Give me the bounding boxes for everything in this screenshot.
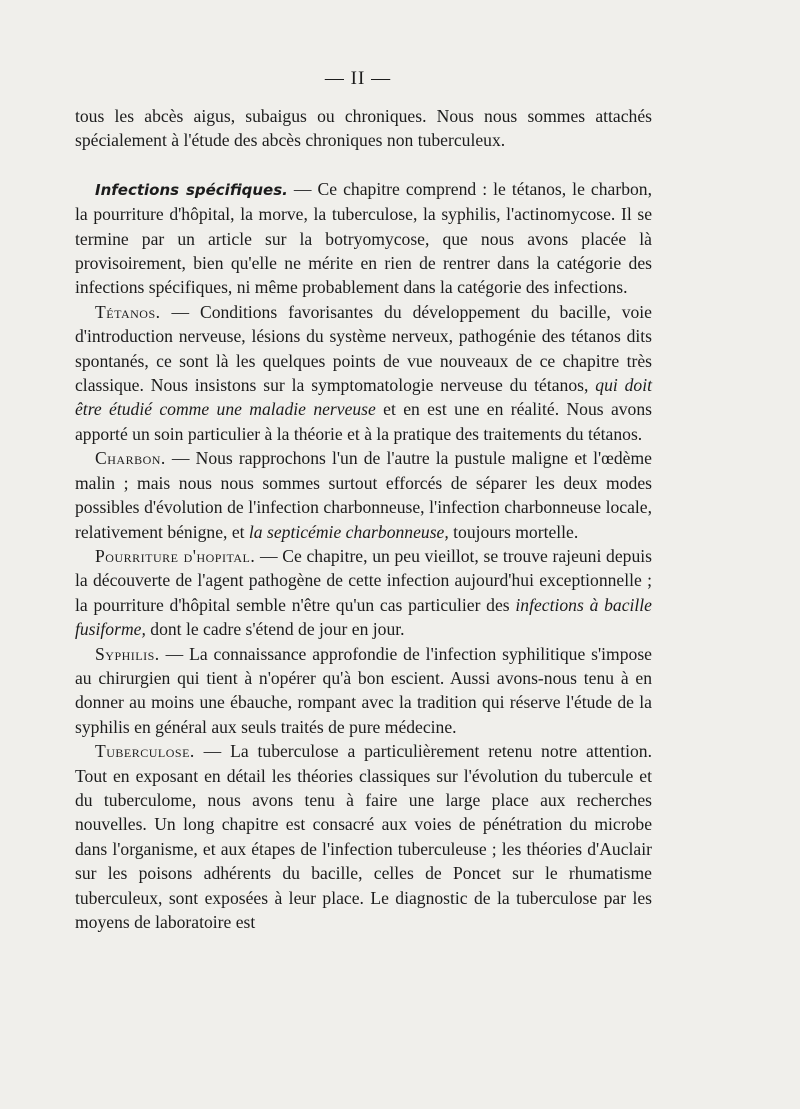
tetanos-text-end: et en est une en réalité. Nous avons apporté un soin particulier à la théorie et à la pratique des traitements du tétanos. <box>75 399 652 444</box>
charbon-paragraph <box>75 446 652 544</box>
charbon-heading: Charbon. <box>95 448 166 469</box>
tuberculose-text: — La tuberculose a particulièrement retenu notre attention. Tout en exposant en détail les théories classiques sur l'évolution du tubercule et du tuberculome, nous avons tenu à faire une large place aux recherches nouvelles. Un long chapitre est consacré aux voies de pénétration du microbe dans l'organisme, et aux étapes de l'infection tuberculeuse ; les théories d'Auclair sur les poisons adhérents du bacille, celles de Poncet sur le rhumatisme tuberculeux, sont exposées à leur place. Le diagnostic de la tuberculose par les moyens de laboratoire est <box>75 741 652 932</box>
pourriture-paragraph <box>75 544 652 642</box>
syphilis-paragraph <box>75 642 652 740</box>
page-number: — II — <box>324 68 392 89</box>
infections-text: — Ce chapitre comprend : le tétanos, le charbon, la pourriture d'hôpital, la morve, la tuberculose, la syphilis, l'actinomycose. Il se termine par un article sur la botryomycose, que nous avons placée là provisoirement, bien qu'elle ne mérite en rien de rentrer dans la catégorie des infections spécifiques, ni même probablement dans la catégorie des infections. <box>75 178 652 298</box>
tetanos-italic: qui doit être étudié comme une maladie nerveuse <box>75 375 652 420</box>
charbon-text-end: toujours mortelle. <box>448 521 579 542</box>
tetanos-paragraph <box>75 300 652 446</box>
pourriture-text-end: dont le cadre s'étend de jour en jour. <box>145 619 405 640</box>
tetanos-heading: Tétanos. <box>95 301 161 322</box>
syphilis-text: — La connaissance approfondie de l'infection syphilitique s'impose au chirurgien qui tient à n'opérer qu'à bon escient. Aussi avons-nous tenu à en donner au moins une ébauche, rompant avec la tradition qui réserve l'étude de la syphilis en général aux seuls traités de pure médecine. <box>75 643 652 737</box>
page-body <box>75 104 652 934</box>
tetanos-text: — Conditions favorisantes du développement du bacille, voie d'introduction nerveuse, lésions du système nerveux, pathogénie des tétanos dits spontanés, ce sont là les quelques points de vue nouveaux de ce chapitre très classique. Nous insistons sur la symptomatologie nerveuse du tétanos, <box>75 301 652 396</box>
intro-paragraph: tous les abcès aigus, subaigus ou chroniques. Nous nous sommes attachés spécialement à l'étude des abcès chroniques non tuberculeux. <box>75 106 652 151</box>
pourriture-italic: infections à bacille fusiforme, <box>75 594 652 640</box>
infections-heading: Infections spécifiques. <box>95 180 288 199</box>
tuberculose-heading: Tuberculose. <box>95 741 195 762</box>
tuberculose-paragraph <box>75 739 652 934</box>
charbon-italic: la septicémie charbonneuse, <box>248 521 449 542</box>
infections-paragraph <box>75 177 652 300</box>
charbon-text: — Nous rapprochons l'un de l'autre la pustule maligne et l'œdème malin ; mais nous nous sommes surtout efforcés de séparer les deux modes possibles d'évolution de l'infection charbonneuse, l'infection charbonneuse locale, relativement bénigne, et <box>75 448 652 542</box>
syphilis-heading: Syphilis. <box>95 643 160 664</box>
pourriture-text: — Ce chapitre, un peu vieillot, se trouve rajeuni depuis la découverte de l'agent pathogène de cette infection aujourd'hui exceptionnelle ; la pourriture d'hôpital semble n'être qu'un cas particulier des <box>75 545 652 615</box>
pourriture-heading: Pourriture d'hopital. <box>95 545 256 566</box>
